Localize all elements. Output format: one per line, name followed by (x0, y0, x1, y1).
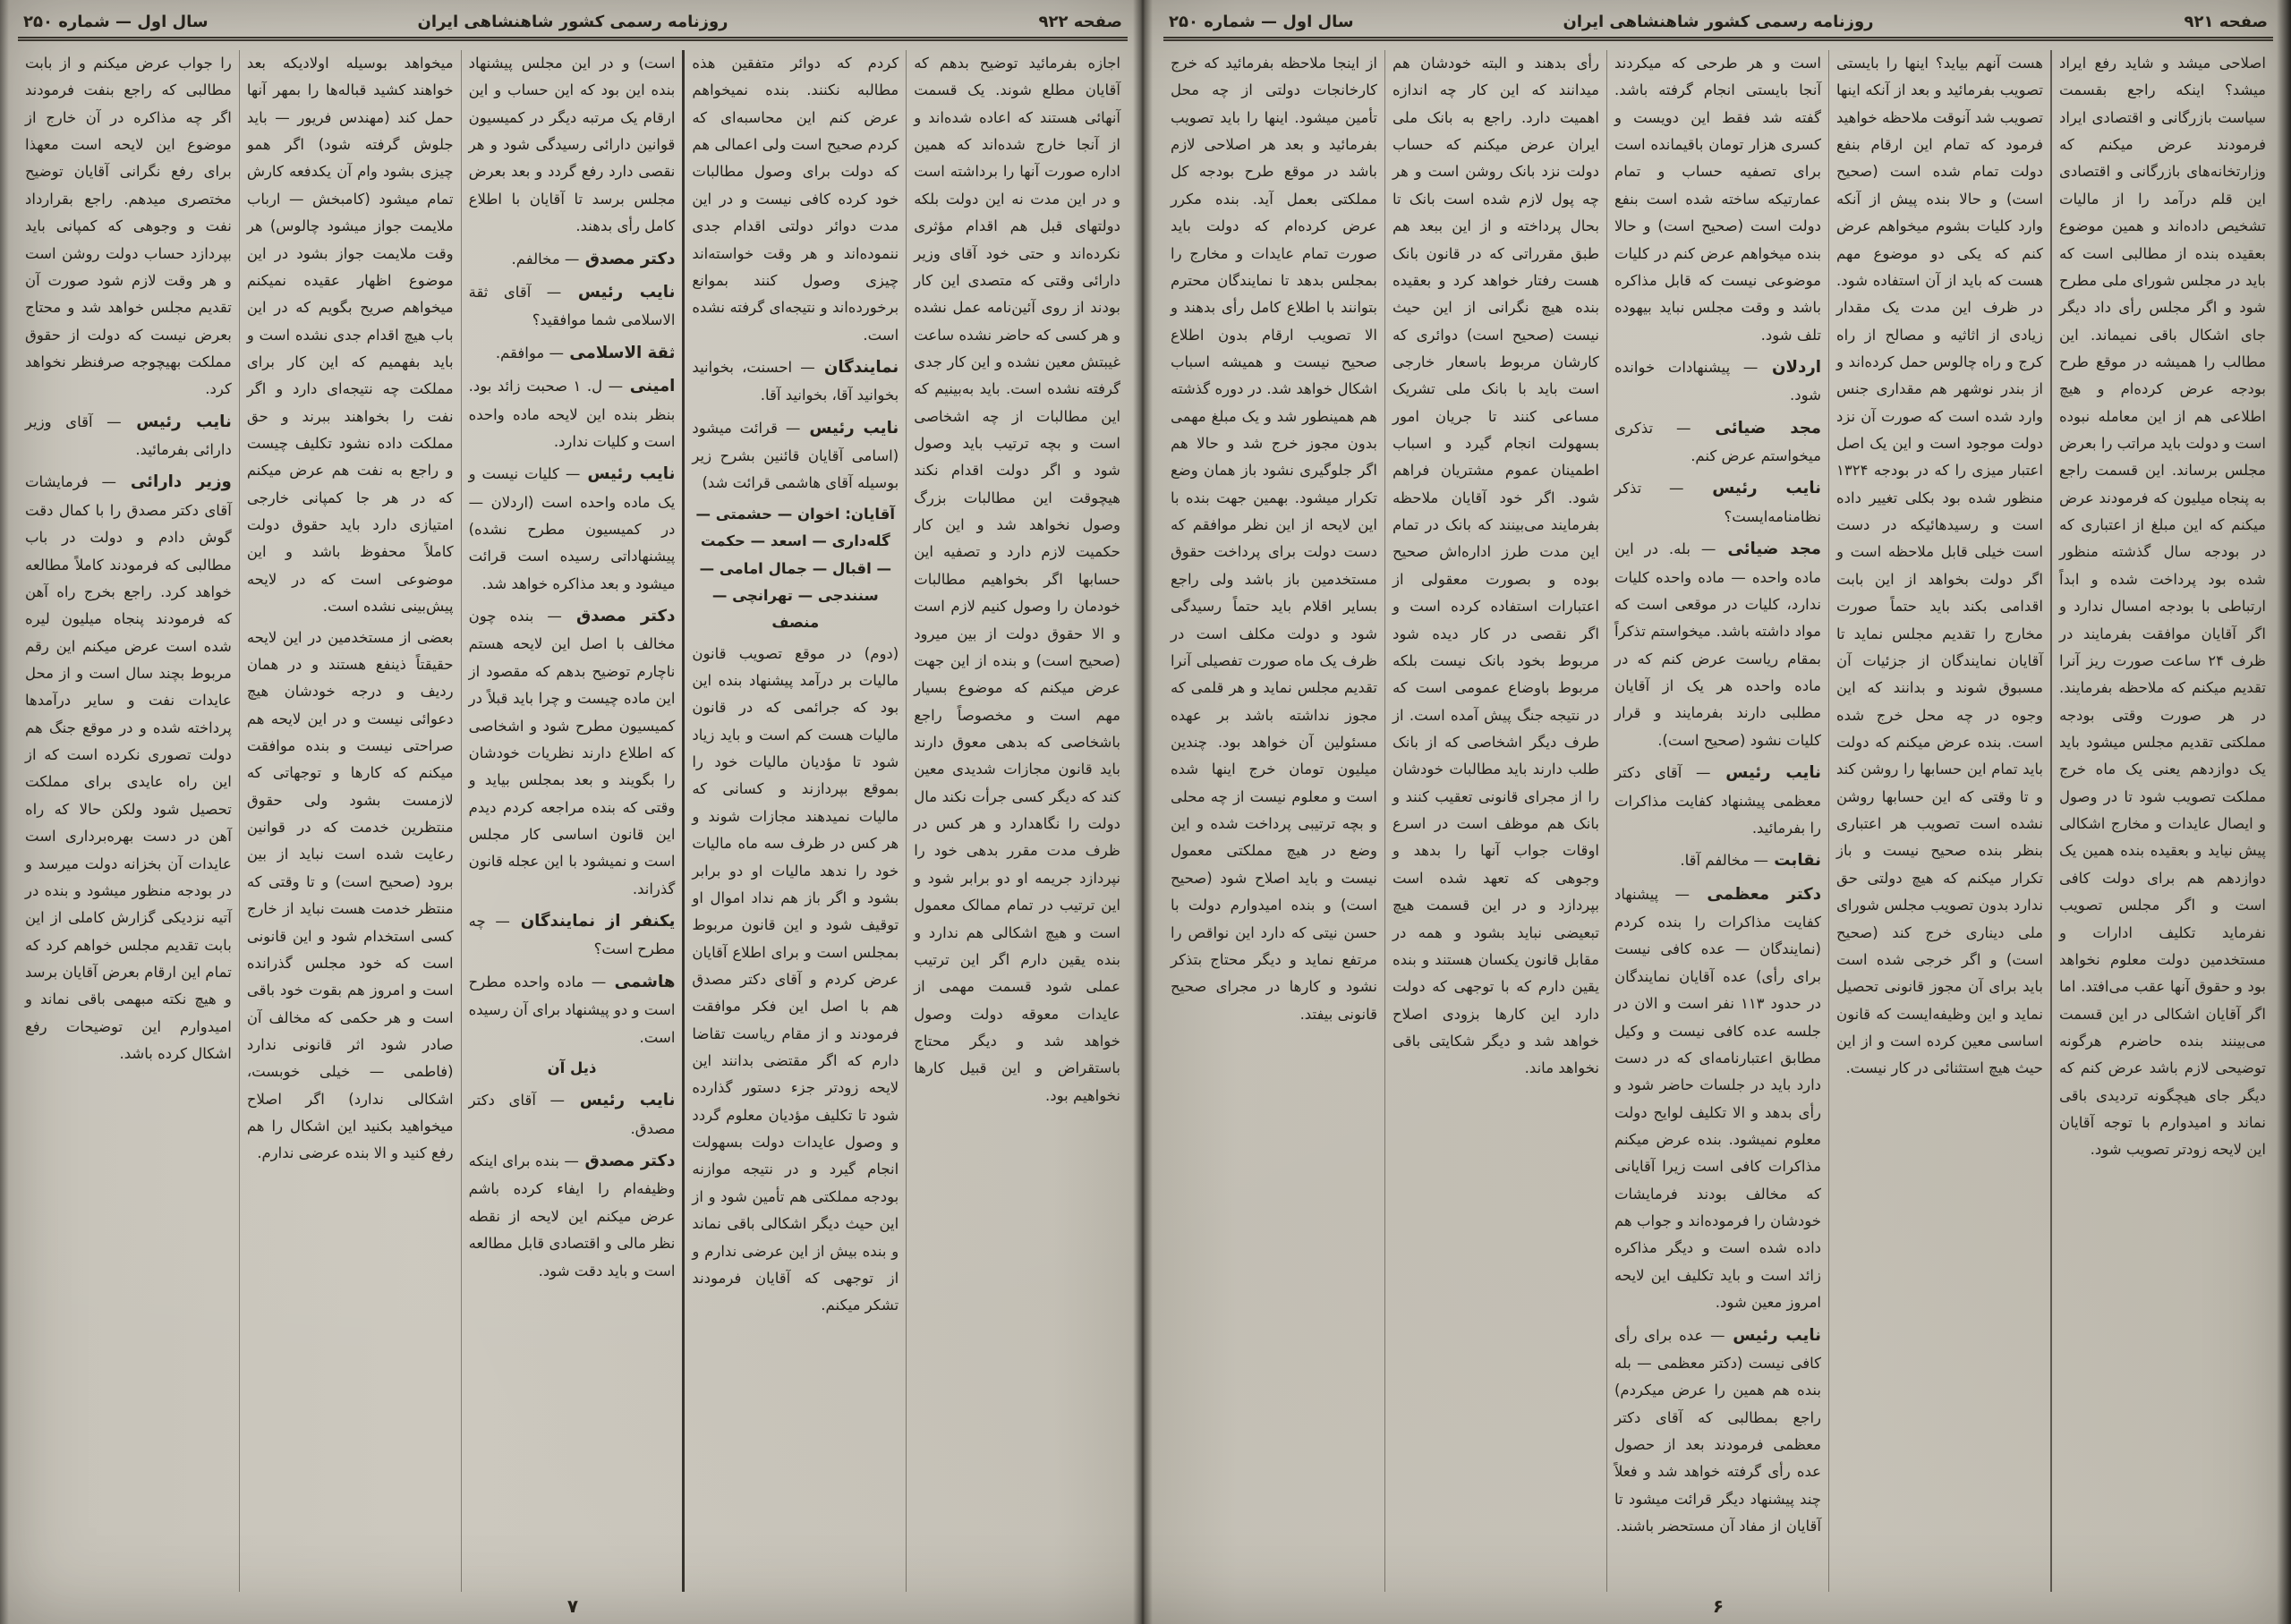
speech-paragraph: مجد ضیائی — بله. در این ماده واحده — ماده واحده کلیات ندارد، کلیات در موقعی است که مواد داشته باشد. میخواستم تذکراً بمقام ریاست عرض کنم که در ماده واحده هر یک از آقایان مطلبی دارند بفرمایند و قرار کلیات نشود (صحیح است). (1614, 540, 1821, 749)
speech-paragraph: نایب رئیس — آقای وزیر دارائی بفرمائید. (25, 412, 232, 459)
speaker-name: مجد ضیائی (1716, 540, 1821, 559)
gazette-title: روزنامه رسمی کشور شاهنشاهی ایران (417, 13, 728, 31)
speaker-name: یکنفر از نمایندگان (509, 912, 676, 931)
speaker-name: ثقة الاسلامی (563, 343, 676, 362)
issue-number: سال اول — شماره ۲۵۰ (1169, 13, 1354, 31)
speaker-name: نایب رئیس (121, 412, 232, 431)
speech-paragraph: نایب رئیس — آقای دکتر مصدق. (468, 1091, 676, 1137)
text-column (1607, 50, 1829, 1592)
speech-paragraph: مجد ضیائی — تذکری میخواستم عرض کنم. (1614, 418, 1822, 465)
text-column (1829, 50, 2052, 1592)
speech-paragraph: نمایندگان — احسنت، بخوانید بخوانید آقا، بخوانید آقا. (692, 357, 899, 404)
speech-paragraph: اردلان — پیشنهادات خوانده شود. (1614, 357, 1821, 404)
center-gutter (1133, 0, 1153, 1624)
scan-edge-right (2277, 0, 2291, 1624)
page-right-header (1163, 13, 2273, 41)
speech-paragraph: نایب رئیس — قرائت میشود (اسامی آقایان قائنین بشرح زیر بوسیله آقای هاشمی قرائت شد) (692, 418, 899, 492)
speaker-name: مجد ضیائی (1691, 418, 1822, 438)
text-column (1163, 50, 1385, 1592)
speech-paragraph: نایب رئیس — کلیات نیست و یک ماده واحده است (اردلان — در کمیسیون مطرح نشده) پیشنهاداتی رسیده است قرائت میشود و بعد مذاکره خواهد شد. (468, 464, 676, 592)
body-paragraph: از اینجا ملاحظه بفرمائید که خرج کارخانجات دولتی از چه محل تأمین میشود. اینها را باید تصویب بفرمائید و بعد هر اصلاحی لازم باشد در موقع طرح بودجه کل مملکتی بعمل آید. بنده مکرر عرض کرده‌ام که دولت باید صورت تمام عایدات و مخارج را بمجلس بدهد تا نمایندگان محترم بتوانند با اطلاع کامل رأی بدهند و الا تصویب ارقام بدون اطلاع صحیح نیست و همیشه اسباب اشکال خواهد شد. در دوره گذشته هم همینطور شد و یک مبلغ مهمی بدون مجوز خرج شد و حالا هم اگر جلوگیری نشود باز همان وضع تکرار میشود. بهمین جهت بنده با این لایحه از این نظر موافقم که دست دولت برای پرداخت حقوق مستخدمین باز باشد ولی راجع بسایر اقلام باید حتماً رسیدگی شود و دولت مکلف است در ظرف یک ماه صورت تفصیلی آنرا تقدیم مجلس نماید و هر قلمی که مجوز نداشته باشد بر عهده مسئولین آن خواهد بود. چندین میلیون تومان خرج اینها شده است و معلوم نیست از چه محلی و بچه ترتیبی پرداخت شده و این وضع در هیچ مملکتی معمول نیست و باید اصلاح شود (صحیح است) و بنده امیدوارم دولت با حسن نیتی که دارد این نواقص را مرتفع نماید و دیگر محتاج بتذکر نشود و کارها در مجرای صحیح قانونی بیفتد. (1171, 55, 1377, 1023)
columns-container-left (18, 41, 1128, 1592)
body-paragraph: رأی بدهند و البته خودشان هم میدانند که این کار چه اندازه اهمیت دارد. راجع به بانک ملی ایران عرض میکنم که حساب دولت نزد بانک روشن است و هر چه پول لازم شده است بانک تا بحال پرداخته و از این ببعد هم طبق مقرراتی که در قانون بانک هست رفتار خواهد کرد و بعقیده بنده هیچ نگرانی از این حیث نیست (صحیح است) دوائری که کارشان مربوط باسعار خارجی است باید با بانک ملی تشریک مساعی کنند تا جریان امور بسهولت انجام گیرد و اسباب اطمینان عموم مشتریان فراهم شود. اگر خود آقایان ملاحظه بفرمایند می‌بینند که بانک در تمام این مدت طرز اداره‌اش صحیح بوده و بصورت معقولی از اعتبارات استفاده کرده است و اگر نقصی در کار دیده شود مربوط بخود بانک نیست بلکه مربوط باوضاع عمومی است که در نتیجه جنگ پیش آمده است. از طرف دیگر اشخاصی که از بانک طلب دارند باید مطالبات خودشان را از مجرای قانونی تعقیب کنند و بانک هم موظف است در اسرع اوقات جواب آنها را بدهد و وجوهی که تعهد شده است بپردازد و در این قسمت هیچ تبعیضی نباید بشود و همه در مقابل قانون یکسان هستند و بنده یقین دارم که با توجهی که دولت دارد این کارها بزودی اصلاح خواهد شد و دیگر شکایتی باقی نخواهد ماند. (1392, 55, 1599, 1077)
speech-paragraph: دکتر مصدق — بنده برای اینکه وظیفه‌ام را ایفاء کرده باشم عرض میکنم این لایحه از نقطه نظر مالی و اقتصادی قابل مطالعه است و باید دقت شود. (468, 1152, 676, 1280)
body-paragraph: بعضی از مستخدمین در این لایحه حقیقتاً ذینفع هستند و در همان ردیف و درجه خودشان هیچ دعوائی نیست و در این لایحه هم صراحتی نیست و بنده موافقت میکنم که کارها و توجهاتی که لازمست بشود ولی حقوق منتظرین خدمت که در قوانین رعایت شده است نباید از بین برود (صحیح است) و تا وقتی که منتظر خدمت هست نباید از خارج کسی استخدام شود و این قانونی است که خود مجلس گذرانده است و امروز هم بقوت خود باقی است و هر حکمی که مخالف آن صادر شود اثر قانونی ندارد (فاطمی — خیلی خوبست، اشکالی ندارد) اگر اصلاح میخواهید بکنید این اشکال را هم رفع کنید و الا بنده عرضی ندارم. (246, 628, 454, 1162)
issue-number: سال اول — شماره ۲۵۰ (23, 13, 209, 31)
speech-paragraph: دکتر مصدق — بنده چون مخالف با اصل این لایحه هستم ناچارم توضیح بدهم که مقصود از این ماده چیست و چرا باید قبلاً در کمیسیون مطرح شود و اشخاصی که اطلاع دارند نظریات خودشان را بگویند و بعد بمجلس بیاید و وقتی که بنده مراجعه کردم دیدم این قانون اساسی کار مجلس است و نمیشود با این عجله قانون گذراند. (468, 607, 676, 897)
page-right (1146, 0, 2291, 1624)
speaker-name: دکتر معظمی (1690, 884, 1822, 904)
speaker-name: نایب رئیس (580, 464, 676, 484)
page-number: صفحه ۹۲۱ (2184, 13, 2268, 31)
text-column (1385, 50, 1607, 1592)
body-paragraph: (دوم) در موقع تصویب قانون مالیات بر درآمد پیشنهاد بنده این بود که جرائمی که در قانون مالیات هست کم است و باید زیاد شود تا مؤدیان مالیات خود را بموقع بپردازند و کسانی که مالیات نمیدهند مجازات شوند و هر کس در ظرف سه ماه مالیات خود را ندهد مالیات او دو برابر بشود و اگر باز هم نداد اموال او توقیف شود و این قانون مربوط بمجلس است و برای اطلاع آقایان عرض کردم و آقای دکتر مصدق هم با اصل این فکر موافقت فرمودند و از مقام ریاست تقاضا دارم که اگر مقتضی بدانند این لایحه زودتر جزء دستور گذارده شود تا تکلیف مؤدیان معلوم گردد و وصول عایدات دولت بسهولت انجام گیرد و در نتیجه موازنه بودجه مملکتی هم تأمین شود و از این حیث دیگر اشکالی باقی نماند و بنده بیش از این عرضی ندارم و از توجهی که آقایان فرمودند تشکر میکنم. (692, 644, 899, 1314)
body-paragraph: هست آنهم بیاید؟ اینها را بایستی تصویب بفرمائید و بعد از آنکه اینها تصویب شد آنوقت ملاحظه خواهید فرمود که تمام این ارقام بنفع دولت تمام شده است (صحیح است) و حالا بنده پیش از آنکه وارد کلیات بشوم میخواهم عرض کنم که یکی دو موضوع مهم هست که باید از آن استفاده شود. در ظرف این مدت یک مقدار زیادی از اثاثیه و مصالح از راه کرج و راه چالوس حمل کرده‌اند و از بندر نوشهر هم مقداری جنس وارد شده است که صورت آن نزد دولت موجود است و این یک اصل اعتبار میزی را که در بودجه ۱۳۲۴ منظور شده بود بکلی تغییر داده است و رسیدهائیکه در دست است خیلی قابل ملاحظه است و اگر دولت بخواهد از این بابت اقدامی بکند باید حتماً صورت مخارج را تقدیم مجلس نماید تا آقایان نمایندگان از جزئیات آن مسبوق شوند و بدانند که این وجوه در چه محل خرج شده است. بنده عرض میکنم که دولت باید تمام این حسابها را روشن کند و تا وقتی که این حسابها روشن نشده است تصویب هر اعتباری بنظر بنده صحیح نیست و باز تکرار میکنم که هیچ دولتی حق ندارد بدون تصویب مجلس شورای ملی دیناری خرج کند (صحیح است) و اگر خرجی شده است باید برای آن مجوز قانونی تحصیل نماید و این وظیفه‌ایست که قانون اساسی معین کرده است و از این حیث هیچ استثنائی در کار نیست. (1836, 55, 2043, 1077)
page-number: صفحه ۹۲۲ (1038, 13, 1122, 31)
speaker-name: نایب رئیس (1725, 1325, 1821, 1345)
body-paragraph: اصلاحی میشد و شاید رفع ایراد میشد؟ اینکه راجع بقسمت سیاست بازرگانی و اقتصادی ایراد فرمودند عرض میکنم که وزارتخانه‌های بازرگانی و اقتصادی این قلم درآمد را از مالیات تشخیص داده‌اند و همین موضوع بعقیده بنده از مطالبی است که باید در مجلس شورای ملی مطرح شود و اگر مجلس رأی داد دیگر جای اشکال باقی نمیماند. این مطالب را همیشه در موقع طرح بودجه عرض کرده‌ام و هیچ اطلاعی هم از این معامله نبوده است و دولت باید مراتب را بعرض مجلس برساند. این قسمت راجع به پنجاه میلیون که فرمودند عرض میکنم که این مبلغ از اعتباری که در بودجه سال گذشته منظور شده بود پرداخت شده و ابداً ارتباطی با بودجه امسال ندارد و اگر آقایان موافقت بفرمایند در ظرف ۲۴ ساعت صورت ریز آنرا تقدیم میکنم که ملاحظه بفرمایند. در هر صورت وقتی بودجه مملکتی تقدیم مجلس میشود باید یک دوازدهم یعنی یک ماه خرج مملکت تصویب شود تا در وصول و ایصال عایدات و مخارج اشکالی پیش نیاید و بعقیده بنده همین یک دوازدهم هم برای دولت کافی است و اگر مجلس تصویب نفرماید تکلیف ادارات و مستخدمین دولت معلوم نخواهد بود و حقوق آنها عقب می‌افتد. اما اگر آقایان اشکالی در این قسمت می‌بینند بنده حاضرم هرگونه توضیحی لازم باشد عرض کنم که دیگر جای هیچگونه تردیدی باقی نماند و امیدوارم با توجه آقایان این لایحه زودتر تصویب شود. (2059, 55, 2266, 1159)
speech-paragraph: نایب رئیس — تذکر نظامنامه‌ایست؟ (1614, 479, 1821, 525)
speech-paragraph: دکتر معظمی — پیشنهاد کفایت مذاکرات را بنده کردم (نمایندگان — عده کافی نیست برای رأی) عده آقایان نمایندگان در حدود ۱۱۳ نفر است و الان در جلسه عده کافی نیست و وکیل مطابق اعتبارنامه‌ای که در دست دارد باید در جلسات حاضر شود و رأی بدهد و الا تکلیف لوایح دولت معلوم نمیشود. بنده عرض میکنم مذاکرات کافی است زیرا آقایانی که مخالف بودند فرمایشات خودشان را فرموده‌اند و جواب هم داده شده است و دیگر مذاکره زائد است و باید تکلیف این لایحه امروز معین شود. (1614, 884, 1822, 1312)
speaker-name: اردلان (1758, 357, 1821, 377)
speaker-name: نایب رئیس (1683, 479, 1821, 498)
speech-paragraph: وزیر دارائی — فرمایشات آقای دکتر مصدق را با کمال دقت گوش دادم و دولت در باب مطالبی که فرمودند کاملاً مطالعه خواهد کرد. راجع بخرج راه آهن که فرمودند پنجاه میلیون لیره شده است عرض میکنم این رقم مربوط بچند سال است و از محل عایدات نفت و سایر درآمدها پرداخته شده و در موقع جنگ هم دولت تصوری نکرده است که از این راه عایدی برای مملکت تحصیل شود ولکن حالا که راه آهن در دست بهره‌برداری است عایدات آن بخزانه دولت میرسد و در بودجه منظور میشود و بنده در آتیه نزدیکی گزارش کاملی از این بابت تقدیم مجلس خواهم کرد که تمام این ارقام بعرض آقایان برسد و هیچ نکته مبهمی باقی نماند و امیدوارم این توضیحات رفع اشکال کرده باشد. (25, 472, 232, 1063)
speaker-name: نایب رئیس (1710, 763, 1821, 783)
speaker-name: نقابت (1767, 851, 1821, 871)
page-footer-number: ۷ (566, 1595, 579, 1617)
speech-paragraph: هاشمی — ماده واحده مطرح است و دو پیشنهاد برای آن رسیده است. (468, 972, 676, 1046)
speaker-name: دکتر مصدق (561, 607, 676, 626)
speaker-name: هاشمی (606, 972, 676, 991)
speech-paragraph: نایب رئیس — آقای ثقة الاسلامی شما موافقید؟ (468, 282, 676, 329)
speech-paragraph: امینی — ل. ۱ صحبت زائد بود. بنظر بنده این لایحه ماده واحده است و کلیات ندارد. (468, 377, 676, 450)
body-paragraph: را جواب عرض میکنم و از بابت مطالبی که راجع بنفت فرمودند اگر چه مذاکره در آن خارج از موضوع این لایحه است معهذا برای رفع نگرانی آقایان توضیح مختصری میدهم. راجع بقرارداد نفت و وجوهی که کمپانی باید بپردازد حساب دولت روشن است و هر وقت لازم شود صورت آن تقدیم مجلس خواهد شد و محتاج بعرض نیست که دولت از حقوق مملکت بهیچوجه صرفنظر نخواهد کرد. (25, 55, 232, 398)
speaker-name: دکتر مصدق (579, 249, 676, 268)
page-left-header (18, 13, 1128, 41)
columns-container-right (1163, 41, 2273, 1592)
speech-paragraph: یکنفر از نمایندگان — چه مطرح است؟ (468, 912, 676, 958)
gazette-title: روزنامه رسمی کشور شاهنشاهی ایران (1563, 13, 1874, 31)
speaker-name: نایب رئیس (565, 1091, 676, 1110)
speech-paragraph: ثقة الاسلامی — موافقم. (495, 343, 676, 362)
body-paragraph: اجازه بفرمائید توضیح بدهم که آقایان مطلع شوند. یک قسمت آنهائی هستند که اعاده شده‌اند و از آنجا خارج شده‌اند که همین اداره صورت آنها را برداشته است و در این مدت نه این دولت بلکه دولتهای قبل هم اقدام مؤثری نکرده‌اند و حتی خود آقای وزیر دارائی وقتی که متصدی این کار بودند از روی آئین‌نامه عمل نشده و هر کسی که حاضر نشده ساعت غیبتش معین نشده و این کار جدی گرفته نشده است. باید به‌بینیم که این مطالبات از چه اشخاصی است و بچه ترتیب باید وصول شود و اگر دولت اقدام نکند هیچوقت این مطالبات بزرگ وصول نخواهد شد و این کار حکمیت لازم دارد و تصفیه این حسابها اگر بخواهیم مطالبات خودمان را وصول کنیم لازم است و الا حقوق دولت از بین میرود (صحیح است) و بنده از این جهت عرض میکنم که موضوع بسیار مهم است و مخصوصاً راجع باشخاصی که بدهی معوق دارند باید قانون مجازات شدیدی معین کند که دیگر کسی جرأت نکند مال دولت را نگاهدارد و هر کس در ظرف مدت مقرر بدهی خود را نپردازد جریمه او دو برابر شود و این ترتیب در تمام ممالک معمول است و هیچ اشکالی هم ندارد و بنده یقین دارم اگر این ترتیب عملی شود قسمت مهمی از عایدات معوقه دولت وصول خواهد شد و دیگر محتاج باستقراض و این قبیل کارها نخواهیم بود. (914, 55, 1120, 1104)
speaker-name: دکتر مصدق (578, 1152, 676, 1171)
page-footer-number: ۶ (1712, 1595, 1725, 1617)
speech-paragraph: نایب رئیس — آقای دکتر معظمی پیشنهاد کفایت مذاکرات را بفرمائید. (1614, 763, 1821, 837)
speech-paragraph: دکتر مصدق — مخالفم. (511, 249, 676, 268)
speaker-name: نمایندگان (814, 357, 899, 377)
speaker-name: نایب رئیس (561, 282, 676, 302)
scan-edge-left (0, 0, 9, 1624)
text-column (685, 50, 907, 1592)
text-column (240, 50, 462, 1592)
body-paragraph: است) و در این مجلس پیشنهاد بنده این بود که این حساب و این ارقام یک مرتبه دیگر در کمیسیون قوانین دارائی رسیدگی شود و هر نقصی دارد رفع گردد و بعد بعرض مجلس برسد تا آقایان با اطلاع کامل رأی بدهند. (468, 55, 676, 235)
text-column (18, 50, 240, 1592)
speaker-name: نایب رئیس (800, 418, 899, 438)
body-paragraph: آقایان: اخوان — حشمتی — گله‌داری — اسعد — حکمت — اقبال — جمال امامی — سنندجی — تهرانچی — منصف (695, 505, 896, 632)
body-paragraph: میخواهد بوسیله اولادیکه بعد خواهند کشید قباله‌ها را بمهر آنها حمل کند (مهندس فریور — باید جلوش گرفته شود) اگر همو چیزی بشود وام آن یکدفعه کارش تمام میشود (کامبخش — ارباب ملایمت جواز میشود چالوس) هر وقت ملایمت جواز بشود در این موضوع اظهار عقیده نمیکنم میخواهم صریح بگویم که در این باب هیچ اقدام جدی نشده است و باید بفهمیم که این کار برای مملکت چه نتیجه‌ای دارد و اگر نفت را بخواهند ببرند و حق مملکت داده نشود تکلیف چیست و راجع به نفت هم عرض میکنم که در هر جا کمپانی خارجی امتیازی دارد باید حقوق دولت کاملاً محفوظ باشد و این موضوعی است که در لایحه پیش‌بینی نشده است. (246, 55, 454, 616)
speaker-name: امینی (623, 377, 676, 396)
body-paragraph: کردم که دوائر متفقین هذه مطالبه نکنند. بنده نمیخواهم عرض کنم این محاسبه‌ای که کردم صحیح است ولی اعمالی هم که دولت برای وصول مطالبات خود کرده کافی نیست و در این مدت دوائر دولتی اقدام جدی ننموده‌اند و هر وقت خواسته‌اند چیزی وصول کنند بموانع برخورده‌اند و نتیجه‌ای گرفته نشده است. (692, 55, 899, 344)
speech-paragraph: نایب رئیس — عده برای رأی کافی نیست (دکتر معظمی — بله بنده هم همین را عرض میکردم) راجع بمطالبی که آقای دکتر معظمی فرمودند بعد از حصول عده رأی گرفته خواهد شد و فعلاً چند پیشنهاد دیگر قرائت میشود تا آقایان از مفاد آن مستحضر باشند. (1614, 1325, 1821, 1535)
speech-paragraph: نقابت — مخالفم آقا. (1680, 851, 1821, 871)
text-column (2052, 50, 2273, 1592)
body-paragraph: است و هر طرحی که میکردند آنجا بایستی انجام گرفته باشد. گفته شد فقط این دویست و کسری هزار تومان باقیمانده است برای تصفیه حساب و تمام عمارتیکه ساخته شده است بنفع دولت است (صحیح است) و حالا بنده میخواهم عرض کنم در کلیات موضوعی نیست که قابل مذاکره باشد و وقت مجلس نباید بیهوده تلف شود. (1614, 55, 1821, 344)
text-column (462, 50, 686, 1592)
body-paragraph: ذیل آن (547, 1059, 597, 1076)
speaker-name: وزیر دارائی (116, 472, 232, 492)
text-column (907, 50, 1128, 1592)
